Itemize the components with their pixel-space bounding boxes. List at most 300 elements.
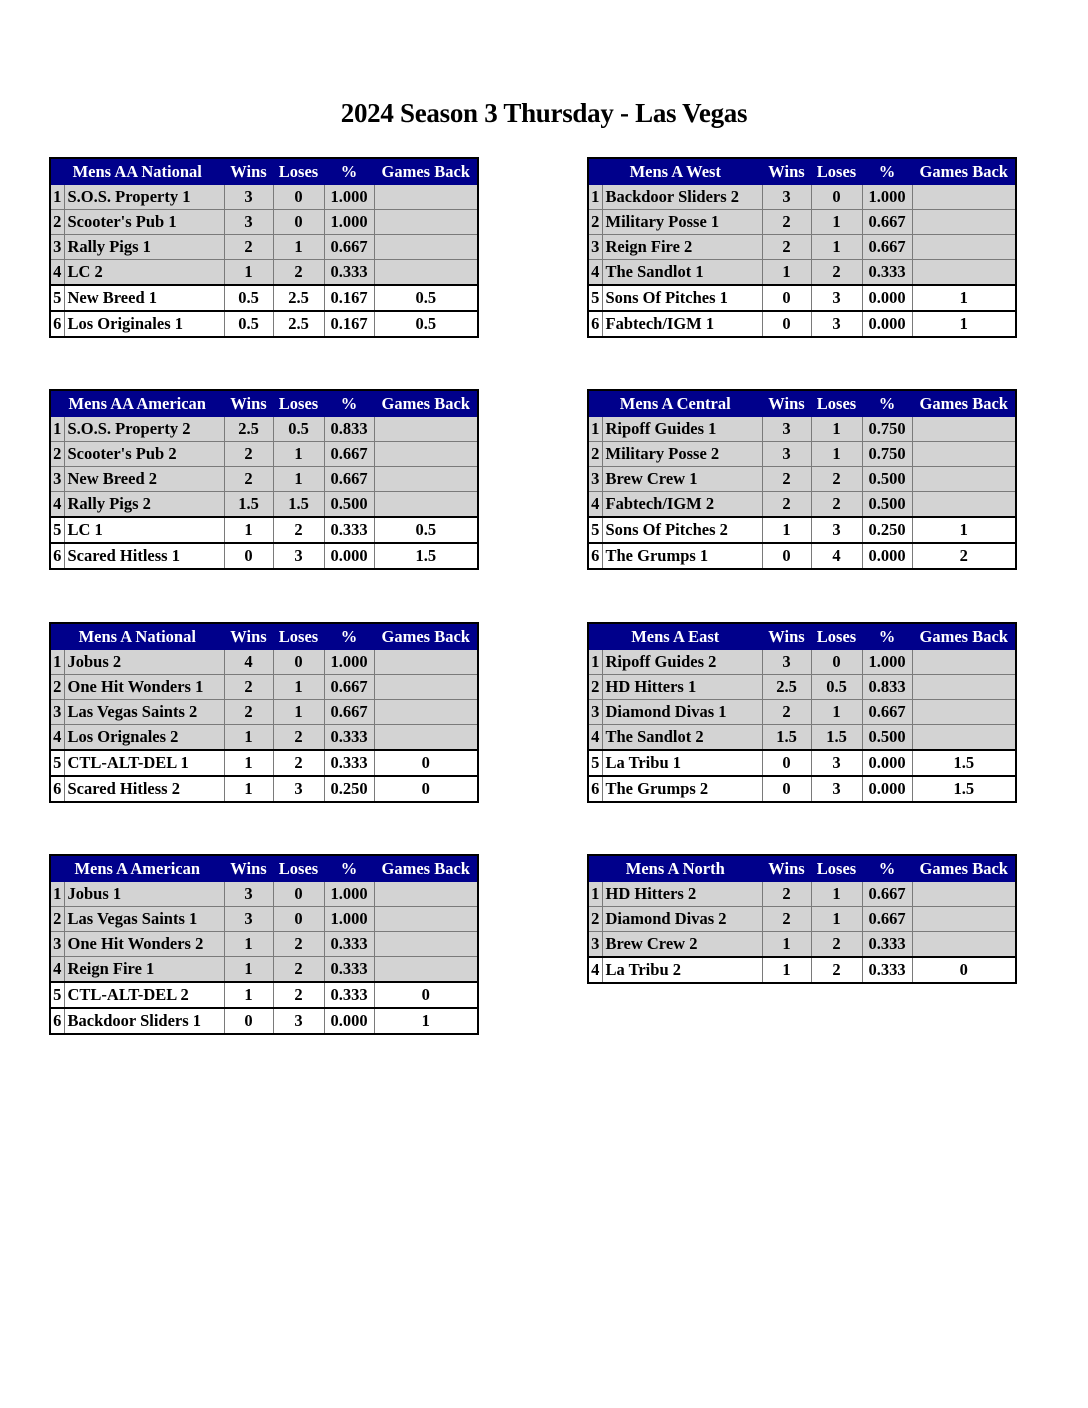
loses-cell: 0 [273,882,324,907]
table-row [50,417,478,442]
loses-cell: 2 [811,260,862,286]
table-row [588,725,1016,751]
loses-cell: 1 [273,235,324,260]
loses-header: Loses [811,623,862,650]
pct-cell: 1.000 [324,650,374,675]
rank-cell: 5 [588,517,602,543]
division-name: Mens A National [50,623,224,650]
standings-table-mens-aa-american [49,389,479,570]
wins-cell: 0 [762,543,811,569]
team-name: Reign Fire 2 [602,235,762,260]
table-row [50,675,478,700]
team-name: Las Vegas Saints 2 [64,700,224,725]
table-row [50,1008,478,1034]
team-name: Las Vegas Saints 1 [64,907,224,932]
table-row [50,235,478,260]
loses-header: Loses [811,390,862,417]
team-name: LC 1 [64,517,224,543]
loses-cell: 3 [273,543,324,569]
table-row [50,185,478,210]
loses-header: Loses [273,390,324,417]
team-name: Scooter's Pub 2 [64,442,224,467]
rank-cell: 2 [588,907,602,932]
table-row [50,982,478,1008]
team-name: Ripoff Guides 2 [602,650,762,675]
table-row [50,700,478,725]
loses-cell: 2.5 [273,285,324,311]
pct-cell: 1.000 [324,185,374,210]
team-name: New Breed 2 [64,467,224,492]
table-row [588,907,1016,932]
team-name: S.O.S. Property 2 [64,417,224,442]
games-back-cell [374,907,478,932]
table-row [50,517,478,543]
loses-cell: 2 [273,517,324,543]
wins-cell: 0 [224,543,273,569]
wins-header: Wins [762,158,811,185]
team-name: HD Hitters 2 [602,882,762,907]
loses-cell: 1 [273,442,324,467]
table-row [588,442,1016,467]
games-back-cell [912,675,1016,700]
games-back-cell [374,185,478,210]
games-back-cell: 0 [912,957,1016,983]
pct-header: % [324,390,374,417]
table-row [50,543,478,569]
pct-cell: 0.000 [862,311,912,337]
team-name: One Hit Wonders 2 [64,932,224,957]
pct-header: % [324,855,374,882]
games-back-cell: 1.5 [912,750,1016,776]
table-row [50,650,478,675]
games-back-cell: 1 [374,1008,478,1034]
wins-cell: 2 [762,467,811,492]
rank-cell: 4 [588,957,602,983]
team-name: Military Posse 2 [602,442,762,467]
rank-cell: 3 [50,235,64,260]
team-name: Sons Of Pitches 1 [602,285,762,311]
pct-cell: 0.667 [862,907,912,932]
rank-cell: 6 [588,543,602,569]
wins-header: Wins [762,623,811,650]
rank-cell: 6 [50,311,64,337]
table-row [50,210,478,235]
table-row [50,957,478,983]
team-name: Fabtech/IGM 1 [602,311,762,337]
rank-cell: 3 [50,700,64,725]
standings-table-mens-a-east [587,622,1017,803]
games-back-cell: 2 [912,543,1016,569]
rank-cell: 4 [50,260,64,286]
rank-cell: 1 [50,185,64,210]
pct-cell: 0.667 [324,235,374,260]
wins-header: Wins [224,390,273,417]
loses-cell: 1 [273,467,324,492]
wins-cell: 2 [224,700,273,725]
rank-cell: 1 [588,185,602,210]
loses-cell: 3 [811,750,862,776]
standings-table-mens-a-american [49,854,479,1035]
wins-cell: 1.5 [762,725,811,751]
table-row [50,467,478,492]
wins-cell: 1 [224,517,273,543]
division-name: Mens A West [588,158,762,185]
wins-header: Wins [224,158,273,185]
wins-cell: 0.5 [224,285,273,311]
games-back-cell [912,185,1016,210]
loses-header: Loses [273,158,324,185]
table-row [50,492,478,518]
team-name: Jobus 2 [64,650,224,675]
rank-cell: 3 [588,467,602,492]
wins-cell: 0 [762,776,811,802]
wins-cell: 1 [224,982,273,1008]
pct-cell: 0.667 [862,210,912,235]
wins-cell: 3 [224,185,273,210]
wins-cell: 4 [224,650,273,675]
rank-cell: 5 [588,285,602,311]
loses-cell: 2 [273,725,324,751]
rank-cell: 2 [50,675,64,700]
loses-cell: 3 [811,285,862,311]
games-back-cell [374,675,478,700]
rank-cell: 5 [588,750,602,776]
table-row [588,675,1016,700]
rank-cell: 1 [50,650,64,675]
table-row [588,650,1016,675]
page-title: 2024 Season 3 Thursday - Las Vegas [340,98,748,128]
wins-cell: 2 [762,235,811,260]
games-back-cell: 0.5 [374,311,478,337]
loses-cell: 1 [811,442,862,467]
loses-cell: 3 [273,776,324,802]
loses-cell: 2 [273,957,324,983]
loses-cell: 2 [811,932,862,958]
rank-cell: 2 [50,907,64,932]
pct-cell: 0.000 [862,285,912,311]
rank-cell: 6 [50,776,64,802]
wins-cell: 2 [762,492,811,518]
table-row [588,776,1016,802]
rank-cell: 3 [50,932,64,957]
rank-cell: 3 [588,700,602,725]
team-name: Scared Hitless 1 [64,543,224,569]
loses-header: Loses [273,623,324,650]
games-back-cell [912,442,1016,467]
pct-cell: 0.250 [862,517,912,543]
games-back-cell [374,932,478,957]
games-back-cell: 1 [912,311,1016,337]
games-back-header: Games Back [374,623,478,650]
pct-cell: 0.667 [862,882,912,907]
pct-cell: 0.750 [862,417,912,442]
division-name: Mens A North [588,855,762,882]
table-row [588,260,1016,286]
wins-cell: 1 [224,260,273,286]
wins-cell: 1 [224,750,273,776]
team-name: Military Posse 1 [602,210,762,235]
games-back-cell [912,882,1016,907]
wins-cell: 2 [224,675,273,700]
wins-cell: 1 [762,932,811,958]
table-row [588,185,1016,210]
team-name: Scared Hitless 2 [64,776,224,802]
table-row [588,235,1016,260]
wins-cell: 3 [762,417,811,442]
loses-cell: 2 [273,750,324,776]
division-name: Mens A Central [588,390,762,417]
loses-cell: 2 [273,932,324,957]
rank-cell: 6 [588,311,602,337]
table-row [50,882,478,907]
rank-cell: 4 [588,492,602,518]
rank-cell: 6 [50,1008,64,1034]
games-back-cell: 0 [374,776,478,802]
table-row [588,957,1016,983]
pct-cell: 0.333 [324,982,374,1008]
games-back-cell [374,492,478,518]
rank-cell: 2 [588,675,602,700]
games-back-cell [912,907,1016,932]
division-name: Mens A American [50,855,224,882]
team-name: CTL-ALT-DEL 1 [64,750,224,776]
team-name: The Grumps 2 [602,776,762,802]
pct-header: % [324,158,374,185]
pct-cell: 1.000 [862,185,912,210]
pct-cell: 0.667 [324,442,374,467]
loses-cell: 0 [811,185,862,210]
header-row [588,390,1016,417]
loses-cell: 1.5 [811,725,862,751]
games-back-cell [912,725,1016,751]
wins-cell: 3 [224,907,273,932]
games-back-cell [912,650,1016,675]
wins-cell: 2.5 [224,417,273,442]
header-row [50,623,478,650]
team-name: One Hit Wonders 1 [64,675,224,700]
loses-cell: 1 [811,235,862,260]
pct-cell: 0.000 [862,543,912,569]
rank-cell: 2 [588,442,602,467]
pct-cell: 0.000 [862,750,912,776]
header-row [50,855,478,882]
wins-header: Wins [224,855,273,882]
table-row [588,517,1016,543]
games-back-cell [912,260,1016,286]
pct-cell: 0.333 [324,932,374,957]
pct-header: % [862,623,912,650]
games-back-cell [374,650,478,675]
rank-cell: 4 [50,492,64,518]
games-back-cell: 1.5 [912,776,1016,802]
pct-cell: 1.000 [324,907,374,932]
pct-header: % [862,390,912,417]
loses-header: Loses [273,855,324,882]
wins-cell: 2 [762,210,811,235]
team-name: Reign Fire 1 [64,957,224,983]
loses-cell: 1 [273,675,324,700]
wins-header: Wins [762,855,811,882]
loses-cell: 1 [811,907,862,932]
table-row [588,700,1016,725]
team-name: Diamond Divas 2 [602,907,762,932]
games-back-cell [912,210,1016,235]
games-back-header: Games Back [912,623,1016,650]
pct-cell: 0.167 [324,311,374,337]
division-name: Mens A East [588,623,762,650]
pct-cell: 0.333 [324,260,374,286]
pct-cell: 0.833 [324,417,374,442]
rank-cell: 5 [50,285,64,311]
table-row [50,311,478,337]
games-back-cell [374,210,478,235]
table-row [50,776,478,802]
rank-cell: 3 [588,235,602,260]
pct-cell: 0.333 [862,957,912,983]
team-name: The Sandlot 2 [602,725,762,751]
team-name: Brew Crew 2 [602,932,762,958]
wins-cell: 0.5 [224,311,273,337]
rank-cell: 2 [50,210,64,235]
pct-cell: 0.500 [862,492,912,518]
wins-cell: 1 [762,957,811,983]
table-row [588,285,1016,311]
team-name: Sons Of Pitches 2 [602,517,762,543]
pct-cell: 0.500 [324,492,374,518]
team-name: The Sandlot 1 [602,260,762,286]
division-name: Mens AA National [50,158,224,185]
wins-cell: 1 [762,517,811,543]
rank-cell: 5 [50,750,64,776]
wins-cell: 1.5 [224,492,273,518]
wins-cell: 1 [224,957,273,983]
games-back-cell [912,700,1016,725]
loses-header: Loses [811,158,862,185]
header-row [50,158,478,185]
table-row [588,882,1016,907]
team-name: Rally Pigs 1 [64,235,224,260]
wins-cell: 3 [224,210,273,235]
table-row [50,260,478,286]
header-row [588,855,1016,882]
rank-cell: 1 [588,417,602,442]
games-back-cell: 1 [912,517,1016,543]
games-back-cell [912,932,1016,958]
team-name: Backdoor Sliders 1 [64,1008,224,1034]
header-row [588,158,1016,185]
loses-cell: 3 [811,311,862,337]
loses-cell: 0 [811,650,862,675]
wins-cell: 3 [224,882,273,907]
pct-header: % [324,623,374,650]
rank-cell: 2 [50,442,64,467]
wins-cell: 1 [224,776,273,802]
pct-cell: 0.833 [862,675,912,700]
wins-cell: 1 [762,260,811,286]
rank-cell: 5 [50,517,64,543]
table-row [588,932,1016,958]
pct-cell: 0.500 [862,725,912,751]
games-back-cell [912,467,1016,492]
games-back-cell [374,260,478,286]
games-back-cell [374,957,478,983]
team-name: Ripoff Guides 1 [602,417,762,442]
loses-cell: 1 [811,210,862,235]
pct-cell: 1.000 [324,882,374,907]
games-back-cell: 0.5 [374,517,478,543]
loses-cell: 2 [273,982,324,1008]
team-name: Los Originales 1 [64,311,224,337]
rank-cell: 1 [50,417,64,442]
wins-cell: 3 [762,650,811,675]
rank-cell: 2 [588,210,602,235]
wins-cell: 2 [762,700,811,725]
team-name: Diamond Divas 1 [602,700,762,725]
games-back-cell [374,882,478,907]
wins-cell: 2 [762,882,811,907]
games-back-cell [912,235,1016,260]
team-name: Rally Pigs 2 [64,492,224,518]
games-back-cell: 0.5 [374,285,478,311]
rank-cell: 6 [50,543,64,569]
table-row [588,543,1016,569]
games-back-cell [374,235,478,260]
team-name: HD Hitters 1 [602,675,762,700]
pct-cell: 0.333 [324,957,374,983]
games-back-cell [374,700,478,725]
team-name: La Tribu 2 [602,957,762,983]
team-name: LC 2 [64,260,224,286]
wins-cell: 2 [224,467,273,492]
loses-cell: 0 [273,210,324,235]
wins-cell: 1 [224,725,273,751]
wins-cell: 1 [224,932,273,957]
team-name: S.O.S. Property 1 [64,185,224,210]
team-name: Scooter's Pub 1 [64,210,224,235]
pct-cell: 0.333 [324,750,374,776]
games-back-cell [374,467,478,492]
table-row [50,725,478,751]
pct-cell: 0.667 [324,700,374,725]
loses-cell: 0 [273,650,324,675]
rank-cell: 6 [588,776,602,802]
loses-header: Loses [811,855,862,882]
standings-table-mens-aa-national [49,157,479,338]
team-name: La Tribu 1 [602,750,762,776]
wins-header: Wins [224,623,273,650]
team-name: Brew Crew 1 [602,467,762,492]
header-row [50,390,478,417]
loses-cell: 2 [811,467,862,492]
loses-cell: 1 [811,882,862,907]
games-back-cell [912,417,1016,442]
wins-cell: 3 [762,442,811,467]
rank-cell: 5 [50,982,64,1008]
rank-cell: 4 [50,725,64,751]
games-back-header: Games Back [912,855,1016,882]
pct-cell: 1.000 [324,210,374,235]
team-name: Los Orignales 2 [64,725,224,751]
table-row [50,285,478,311]
loses-cell: 3 [273,1008,324,1034]
division-name: Mens AA American [50,390,224,417]
table-row [588,750,1016,776]
loses-cell: 0 [273,185,324,210]
pct-cell: 0.000 [324,543,374,569]
rank-cell: 1 [588,882,602,907]
loses-cell: 2 [811,957,862,983]
rank-cell: 3 [588,932,602,958]
